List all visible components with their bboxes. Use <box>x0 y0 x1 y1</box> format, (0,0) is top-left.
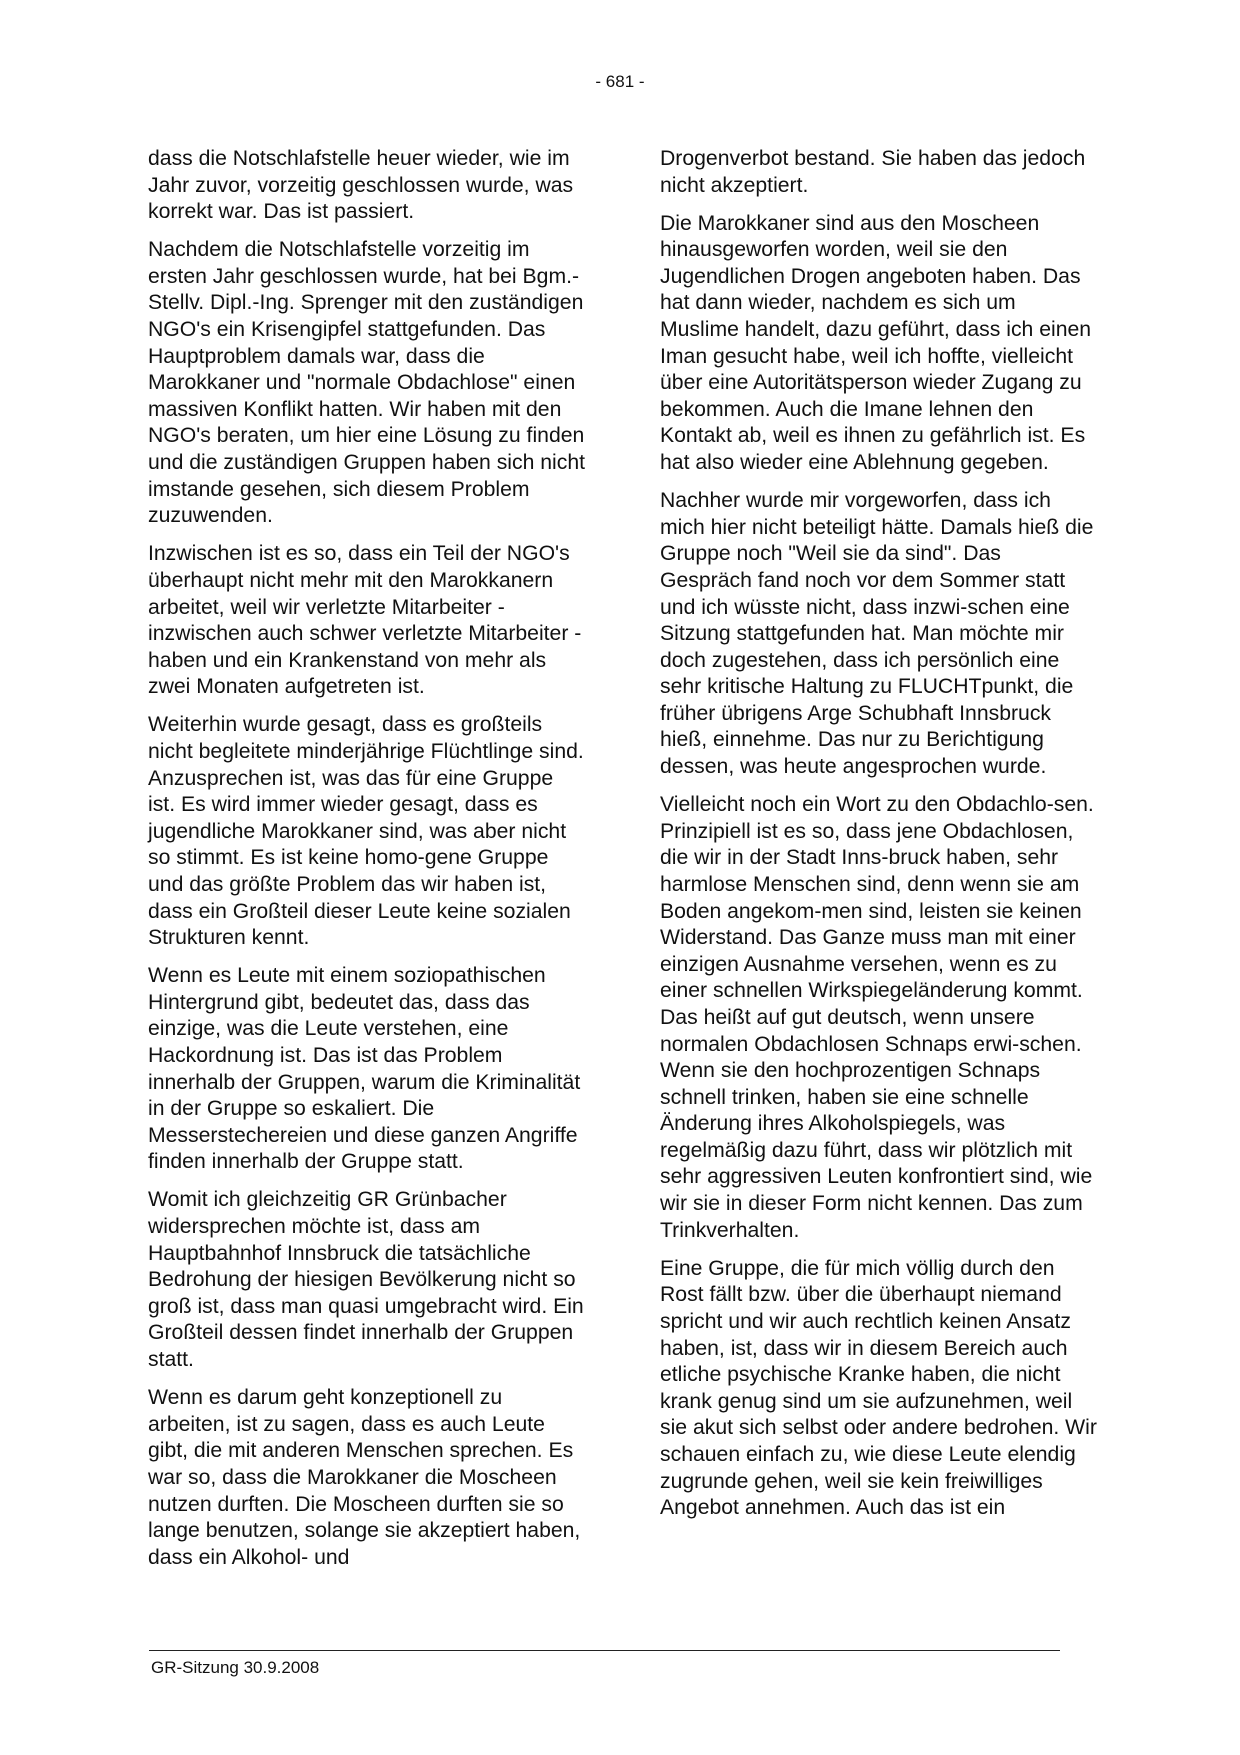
paragraph: Womit ich gleichzeitig GR Grünbacher widersprechen möchte ist, dass am Hauptbahnhof Innsbruck die tatsächliche Bedrohung der hiesigen Bevölkerung nicht so groß ist, dass man quasi umgebracht wird. Ein Großteil dessen findet innerhalb der Gruppen statt. <box>148 1188 584 1372</box>
paragraph: dass die Notschlafstelle heuer wieder, wie im Jahr zuvor, vorzeitig geschlossen wurde, was korrekt war. Das ist passiert. <box>148 147 574 224</box>
paragraph: Nachdem die Notschlafstelle vorzeitig im ersten Jahr geschlossen wurde, hat bei Bgm.-Stellv. Dipl.-Ing. Sprenger mit den zuständigen NGO's ein Krisengipfel stattgefunden. Das Hauptproblem damals war, dass die Marokkaner und "normale Obdachlose" einen massiven Konflikt hatten. Wir haben mit den NGO's beraten, um hier eine Lösung zu finden und die zuständigen Gruppen haben sich nicht imstande gesehen, sich diesem Problem zuzuwenden. <box>148 238 586 528</box>
left-column <box>148 146 585 1583</box>
paragraph: Die Marokkaner sind aus den Moscheen hinausgeworfen worden, weil sie den Jugendlichen Drogen angeboten haben. Das hat dann wieder, nachdem es sich um Muslime handelt, dazu geführt, dass ich einen Iman gesucht habe, weil ich hoffte, vielleicht über eine Autoritätsperson wieder Zugang zu bekommen. Auch die Imane lehnen den Kontakt ab, weil es ihnen zu gefährlich ist. Es hat also wieder eine Ablehnung gegeben. <box>660 211 1092 475</box>
right-column <box>660 146 1097 1533</box>
paragraph: Wenn es darum geht konzeptionell zu arbeiten, ist zu sagen, dass es auch Leute gibt, die mit anderen Menschen sprechen. Es war so, dass die Marokkaner die Moscheen nutzen durften. Die Moscheen durften sie so lange benutzen, solange sie akzeptiert haben, dass ein Alkohol- und <box>148 1386 581 1569</box>
paragraph: Vielleicht noch ein Wort zu den Obdachlo-sen. Prinzipiell ist es so, dass jene Obdachlosen, die wir in der Stadt Inns-bruck haben, sehr harmlose Menschen sind, denn wenn sie am Boden angekom-men sind, leisten sie keinen Widerstand. Das Ganze muss man mit einer einzigen Ausnahme versehen, wenn es zu einer schnellen Wirkspiegeländerung kommt. Das heißt auf gut deutsch, wenn unsere normalen Obdachlosen Schnaps erwi-schen. Wenn sie den hochprozentigen Schnaps schnell trinken, haben sie eine schnelle Änderung ihres Alkoholspiegels, was regelmäßig dazu führt, dass wir plötzlich mit sehr aggressiven Leuten konfrontiert sind, wie wir sie in dieser Form nicht kennen. Das zum Trinkverhalten. <box>660 793 1094 1242</box>
paragraph: Nachher wurde mir vorgeworfen, dass ich mich hier nicht beteiligt hätte. Damals hieß die Gruppe noch "Weil sie da sind". Das Gespräch fand noch vor dem Sommer statt und ich wüsste nicht, dass inzwi-schen eine Sitzung stattgefunden hat. Man möchte mir doch zugestehen, dass ich persönlich eine sehr kritische Haltung zu FLUCHTpunkt, die früher übrigens Arge Schubhaft Innsbruck hieß, einnehme. Das nur zu Berichtigung dessen, was heute angesprochen wurde. <box>660 489 1094 779</box>
footer-divider <box>149 1650 1060 1651</box>
paragraph: Wenn es Leute mit einem soziopathischen Hintergrund gibt, bedeutet das, dass das einzige, was die Leute verstehen, eine Hackordnung ist. Das ist das Problem innerhalb der Gruppen, warum die Kriminalität in der Gruppe so eskaliert. Die Messerstechereien und diese ganzen Angriffe finden innerhalb der Gruppe statt. <box>148 964 581 1174</box>
paragraph: Weiterhin wurde gesagt, dass es großteils nicht begleitete minderjährige Flüchtlinge sind. Anzusprechen ist, was das für eine Gruppe ist. Es wird immer wieder gesagt, dass es jugendliche Marokkaner sind, was aber nicht so stimmt. Es ist keine homo-gene Gruppe und das größte Problem das wir haben ist, dass ein Großteil dieser Leute keine sozialen Strukturen kennt. <box>148 713 584 950</box>
paragraph: Inzwischen ist es so, dass ein Teil der NGO's überhaupt nicht mehr mit den Marokkanern arbeitet, weil wir verletzte Mitarbeiter - inzwischen auch schwer verletzte Mitarbeiter - haben und ein Krankenstand von mehr als zwei Monaten aufgetreten ist. <box>148 542 582 699</box>
page-number: - 681 - <box>595 72 645 91</box>
paragraph: Drogenverbot bestand. Sie haben das jedoch nicht akzeptiert. <box>660 147 1086 197</box>
paragraph: Eine Gruppe, die für mich völlig durch den Rost fällt bzw. über die überhaupt niemand spricht und wir auch rechtlich keinen Ansatz haben, ist, dass wir in diesem Bereich auch etliche psychische Kranke haben, die nicht krank genug sind um sie aufzunehmen, weil sie akut sich selbst oder andere bedrohen. Wir schauen einfach zu, wie diese Leute elendig zugrunde gehen, weil sie kein freiwilliges Angebot annehmen. Auch das ist ein <box>660 1256 1097 1520</box>
footer-text: GR-Sitzung 30.9.2008 <box>151 1658 320 1677</box>
